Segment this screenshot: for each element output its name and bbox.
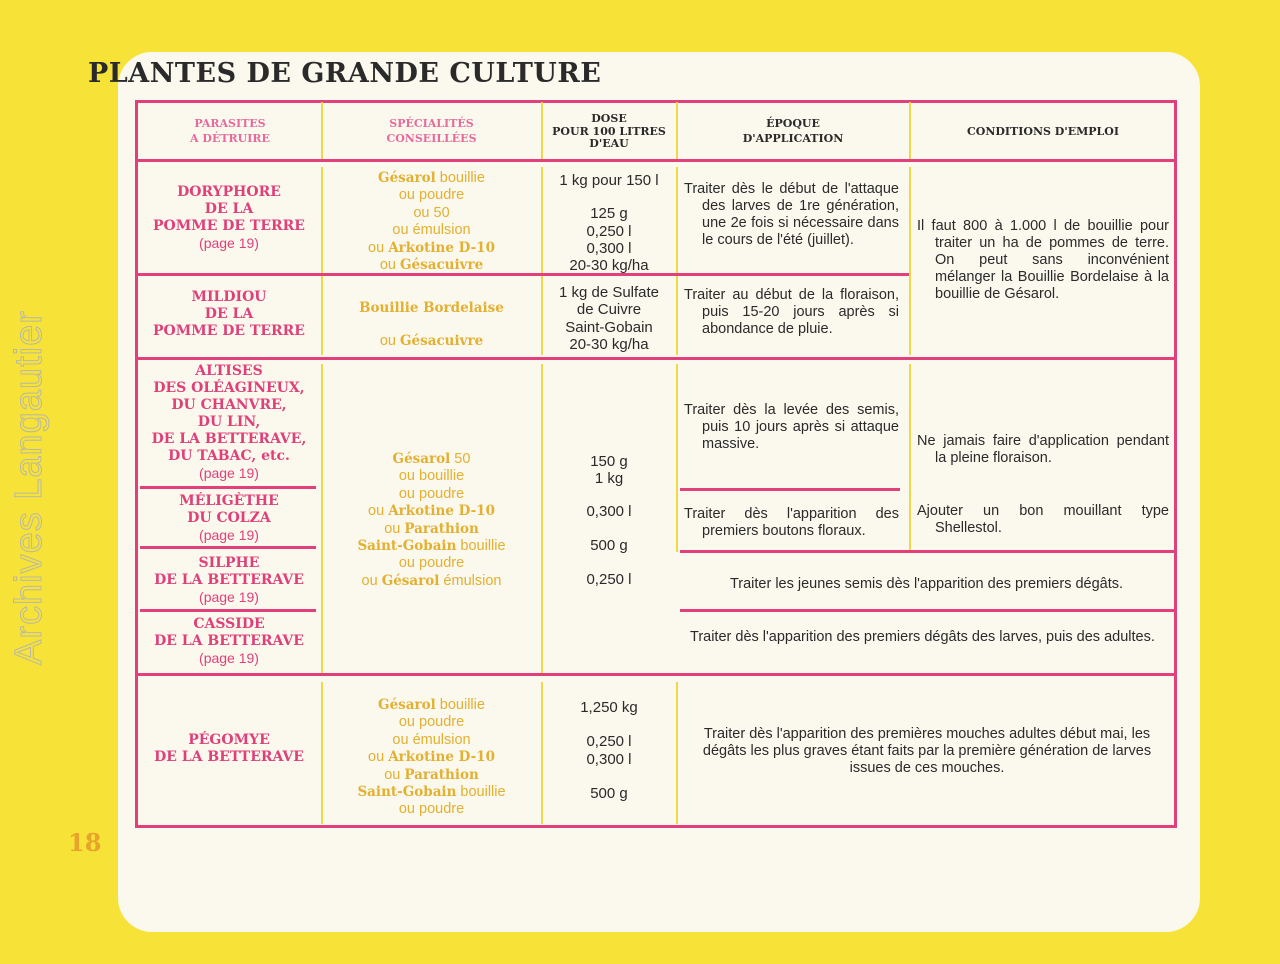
product-name: Parathion xyxy=(404,520,479,537)
spec-text: ou poudre xyxy=(398,187,465,204)
epoque-text: Traiter dès l'apparition des premiers boutons floraux. xyxy=(684,506,899,539)
dose-spacer xyxy=(544,488,674,503)
row-divider xyxy=(140,609,316,612)
dose-spacer xyxy=(544,520,674,537)
conditions-text: Ajouter un bon mouillant type Shellestol. xyxy=(917,503,1169,536)
spec-text: bouillie xyxy=(456,537,506,554)
product-name: Arkotine D-10 xyxy=(388,239,495,256)
row-divider xyxy=(140,546,316,549)
spec-text: ou poudre xyxy=(398,801,465,818)
dose-list xyxy=(544,284,674,353)
pest-name: PÉGOMYE DE LA BETTERAVE xyxy=(154,732,304,766)
spec-text: émulsion xyxy=(439,572,502,589)
header-epoque: ÉPOQUE D'APPLICATION xyxy=(742,117,844,145)
row-divider xyxy=(137,673,1175,676)
dose-value: 0,300 l xyxy=(586,239,632,257)
spec-text: ou xyxy=(368,749,389,766)
header-parasites: PARASITES A DÉTRUIRE xyxy=(190,117,270,145)
spec-list xyxy=(324,697,539,819)
column-divider xyxy=(676,167,678,355)
dose-list xyxy=(544,172,674,274)
table-row xyxy=(140,289,318,340)
spec-text: bouillie xyxy=(456,783,506,800)
column-divider xyxy=(676,364,678,552)
spec-list xyxy=(324,170,539,274)
dose-value: 1 kg pour 150 l xyxy=(559,172,659,189)
dose-value: 0,300 l xyxy=(586,750,632,768)
treatment-text: Traiter les jeunes semis dès l'apparition des premiers dégâts. xyxy=(729,576,1124,592)
column-divider xyxy=(321,364,323,674)
page-reference: (page 19) xyxy=(199,589,259,606)
pest-name: ALTISES DES OLÉAGINEUX, DU CHANVRE, DU LIN, DE LA BETTERAVE, DU TABAC, etc. xyxy=(151,363,307,465)
header-conditions: CONDITIONS D'EMPLOI xyxy=(966,124,1120,138)
header-specialites: SPÉCIALITÉS CONSEILLÉES xyxy=(386,117,477,145)
dose-spacer xyxy=(544,768,674,785)
dose-value: 0,250 l xyxy=(586,222,632,240)
dose-value: 500 g xyxy=(590,536,628,554)
page-reference: (page 19) xyxy=(199,650,259,667)
epoque-text: Traiter dès le début de l'attaque des larves de 1re génération, une 2e fois si nécessaire dans le cours de l'été (juillet). xyxy=(684,181,899,248)
page-reference: (page 19) xyxy=(199,465,259,482)
spec-text: ou xyxy=(379,333,400,350)
column-divider xyxy=(541,682,543,824)
dose-value: 1 kg xyxy=(594,470,624,488)
pest-name: MILDIOU DE LA POMME DE TERRE xyxy=(153,289,305,340)
dose-value: 1,250 kg xyxy=(580,699,638,716)
pest-name: DORYPHORE DE LA POMME DE TERRE xyxy=(153,184,305,235)
row-divider xyxy=(680,609,1175,612)
product-name: Bouillie Bordelaise xyxy=(359,300,504,316)
pest-name: CASSIDE DE LA BETTERAVE xyxy=(154,616,304,650)
row-divider xyxy=(137,159,1175,162)
spec-text: ou xyxy=(368,503,389,520)
product-name: Gésacuivre xyxy=(399,333,484,350)
product-name: Gésarol xyxy=(392,451,451,467)
dose-list xyxy=(544,453,674,588)
page-reference: (page 19) xyxy=(199,527,259,544)
spec-text: ou émulsion xyxy=(392,222,471,239)
dose-spacer xyxy=(544,716,674,733)
dose-spacer xyxy=(544,189,674,205)
row-divider xyxy=(680,488,900,491)
dose-list xyxy=(544,699,674,802)
spec-text: bouillie xyxy=(435,170,485,186)
table-row xyxy=(140,616,318,667)
spec-text: ou xyxy=(384,520,405,537)
product-name: Saint-Gobain xyxy=(357,783,457,800)
row-divider xyxy=(137,357,1175,360)
table-row xyxy=(140,363,318,483)
column-divider xyxy=(676,682,678,824)
spec-text: ou xyxy=(379,256,400,273)
spec-spacer xyxy=(324,317,539,333)
column-divider xyxy=(541,102,543,160)
dose-value: 20-30 kg/ha xyxy=(569,257,649,274)
dose-value: 125 g xyxy=(590,205,628,223)
product-name: Arkotine D-10 xyxy=(388,749,495,766)
conditions-text: Ne jamais faire d'application pendant la pleine floraison. xyxy=(917,433,1169,466)
spec-text: ou poudre xyxy=(398,555,465,572)
product-name: Arkotine D-10 xyxy=(388,503,495,520)
dose-value: 0,250 l xyxy=(586,733,632,751)
product-name: Gésarol xyxy=(381,572,440,589)
column-divider xyxy=(676,102,678,160)
page-title: PLANTES DE GRANDE CULTURE xyxy=(88,58,602,89)
product-name: Gésarol xyxy=(378,170,436,186)
pest-name: SILPHE DE LA BETTERAVE xyxy=(154,555,304,589)
header-dose: DOSE POUR 100 LITRES D'EAU xyxy=(552,112,666,151)
spec-text: ou xyxy=(368,239,389,256)
page-number: 18 xyxy=(68,828,102,857)
epoque-text: Traiter au début de la floraison, puis 15-20 jours après si abondance de pluie. xyxy=(684,287,899,337)
dose-spacer xyxy=(544,554,674,571)
dose-value: 150 g xyxy=(590,453,628,470)
column-divider xyxy=(541,167,543,355)
spec-text: ou bouillie xyxy=(398,468,465,485)
row-divider xyxy=(140,486,316,489)
product-name: Parathion xyxy=(404,766,479,783)
dose-value: 1 kg de Sulfate xyxy=(558,284,660,301)
column-divider xyxy=(909,102,911,160)
product-name: Gésarol xyxy=(378,697,436,713)
spec-list xyxy=(324,300,539,351)
spec-text: ou 50 xyxy=(413,204,450,221)
spec-text: ou xyxy=(361,572,382,589)
row-divider xyxy=(680,550,1175,553)
column-divider xyxy=(321,682,323,824)
pest-name: MÉLIGÈTHE DU COLZA xyxy=(179,493,279,527)
column-divider xyxy=(541,364,543,674)
epoque-text: Traiter dès la levée des semis, puis 10 jours après si attaque massive. xyxy=(684,402,899,452)
table-row xyxy=(140,555,318,606)
spec-text: ou émulsion xyxy=(392,731,471,748)
table-row xyxy=(140,184,318,252)
spec-text: ou poudre xyxy=(398,485,465,502)
spec-text: ou poudre xyxy=(398,714,465,731)
conditions-text: Il faut 800 à 1.000 l de bouillie pour traiter un ha de pommes de terre. On peut sans inconvénient mélanger la Bouillie Bordelaise à la bouillie de Gésarol. xyxy=(917,218,1169,302)
column-divider xyxy=(909,167,911,355)
column-divider xyxy=(321,167,323,355)
treatment-text: Traiter dès l'apparition des premiers dégâts des larves, puis des adultes. xyxy=(690,629,1155,645)
dose-value: de Cuivre xyxy=(576,301,642,319)
column-divider xyxy=(321,102,323,160)
table-row xyxy=(140,732,318,766)
product-name: Gésacuivre xyxy=(399,256,484,273)
page-reference: (page 19) xyxy=(199,235,259,252)
dose-value: 500 g xyxy=(590,784,628,802)
spec-text: ou xyxy=(384,766,405,783)
watermark: Archives Langautier xyxy=(8,310,50,665)
treatment-text: Traiter dès l'apparition des premières mouches adultes début mai, les dégâts les plus graves étant faits par la première génération de larves issues de ces mouches. xyxy=(702,726,1152,776)
dose-value: 0,300 l xyxy=(586,502,632,520)
dose-value: Saint-Gobain xyxy=(565,318,653,336)
spec-text: bouillie xyxy=(435,697,485,713)
spec-list xyxy=(324,451,539,590)
dose-value: 20-30 kg/ha xyxy=(569,335,649,353)
product-name: Saint-Gobain xyxy=(357,537,457,554)
column-divider xyxy=(909,364,911,552)
spec-text: 50 xyxy=(450,451,471,467)
dose-value: 0,250 l xyxy=(586,571,632,588)
table-row xyxy=(140,493,318,544)
